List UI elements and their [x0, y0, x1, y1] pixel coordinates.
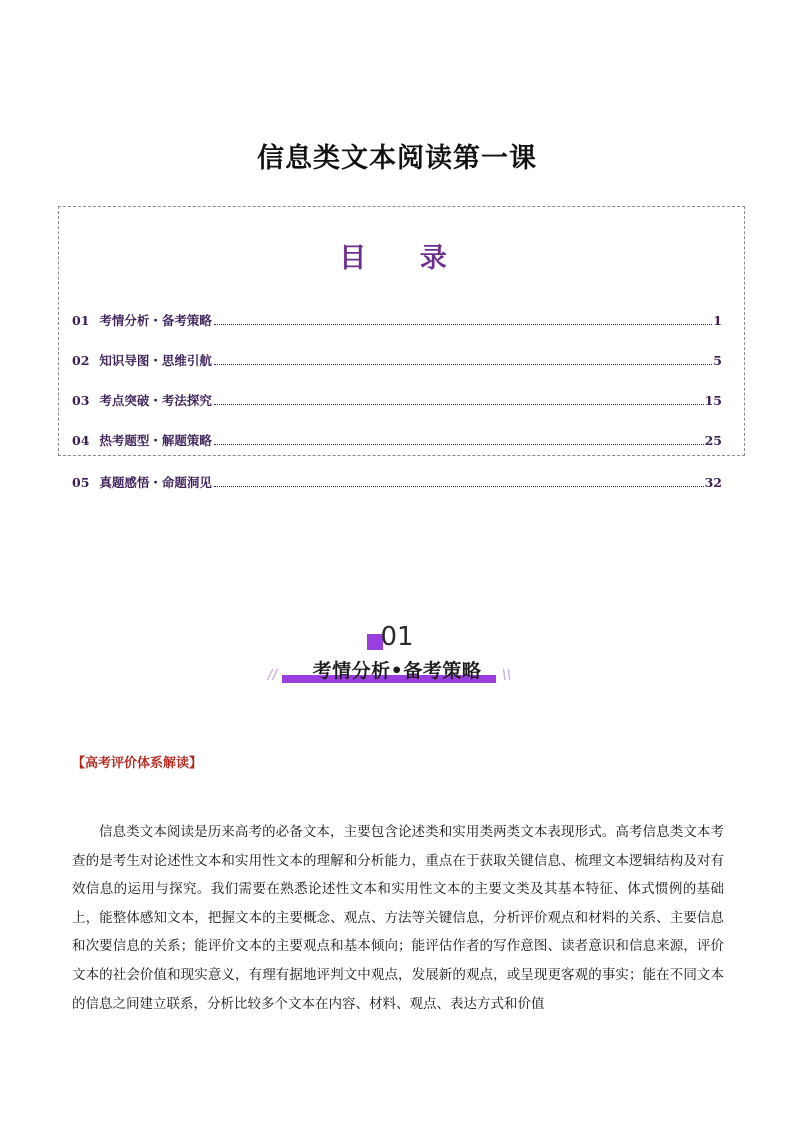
toc-item-label: 考情分析・备考策略 — [99, 313, 212, 328]
toc-leader-dots — [214, 363, 712, 365]
banner-slash-right: \\ — [502, 668, 512, 683]
toc-item-page: 15 — [704, 393, 722, 408]
toc-item-label: 知识导图・思维引航 — [99, 353, 212, 368]
toc-leader-dots — [214, 403, 704, 405]
toc-item[interactable] — [72, 311, 722, 329]
toc-item-page: 32 — [704, 475, 722, 490]
body-paragraph: 信息类文本阅读是历来高考的必备文本，主要包含论述类和实用类两类文本表现形式。高考信息类文本考查的是考生对论述性文本和实用性文本的理解和分析能力，重点在于获取关键信息、梳理文本逻辑结构及对有效信息的运用与探究。我们需要在熟悉论述性文本和实用性文本的主要文类及其基本特征、体式惯例的基础上，能整体感知文本，把握文本的主要概念、观点、方法等关键信息，分析评价观点和材料的关系、主要信息和次要信息的关系；能评价文本的主要观点和基本倾向；能评估作者的写作意图、读者意识和信息来源，评价文本的社会价值和现实意义，有理有据地评判文中观点，发展新的观点，或呈现更客观的事实；能在不同文本的信息之间建立联系，分析比较多个文本在内容、材料、观点、表达方式和价值 — [72, 824, 724, 1012]
toc-item-number: 05 — [72, 475, 90, 490]
subheading: 【高考评价体系解读】 — [72, 756, 203, 771]
toc-item-label: 考点突破・考法探究 — [99, 393, 212, 408]
toc-item-page: 5 — [713, 353, 722, 368]
toc-leader-dots — [214, 443, 704, 445]
toc-item-number: 04 — [72, 433, 90, 448]
document-title: 信息类文本阅读第一课 — [257, 143, 537, 174]
toc-leader-dots — [214, 485, 704, 487]
toc-leader-dots — [214, 323, 712, 325]
toc-item[interactable] — [72, 351, 722, 369]
toc-item-label: 热考题型・解题策略 — [99, 433, 212, 448]
toc-item-page: 25 — [704, 433, 722, 448]
toc-item-number: 01 — [72, 313, 90, 328]
toc-item[interactable] — [72, 473, 722, 491]
section-number: 01 — [380, 622, 414, 652]
toc-item-page: 1 — [713, 313, 722, 328]
toc-item-number: 03 — [72, 393, 90, 408]
toc-item[interactable] — [72, 431, 722, 449]
toc-item-label: 真题感悟・命题洞见 — [99, 475, 212, 490]
toc-heading: 目 录 — [339, 243, 469, 274]
section-title: 考情分析•备考策略 — [312, 660, 482, 682]
banner-slash-left: // — [268, 668, 278, 683]
toc-item[interactable] — [72, 391, 722, 409]
toc-item-number: 02 — [72, 353, 90, 368]
